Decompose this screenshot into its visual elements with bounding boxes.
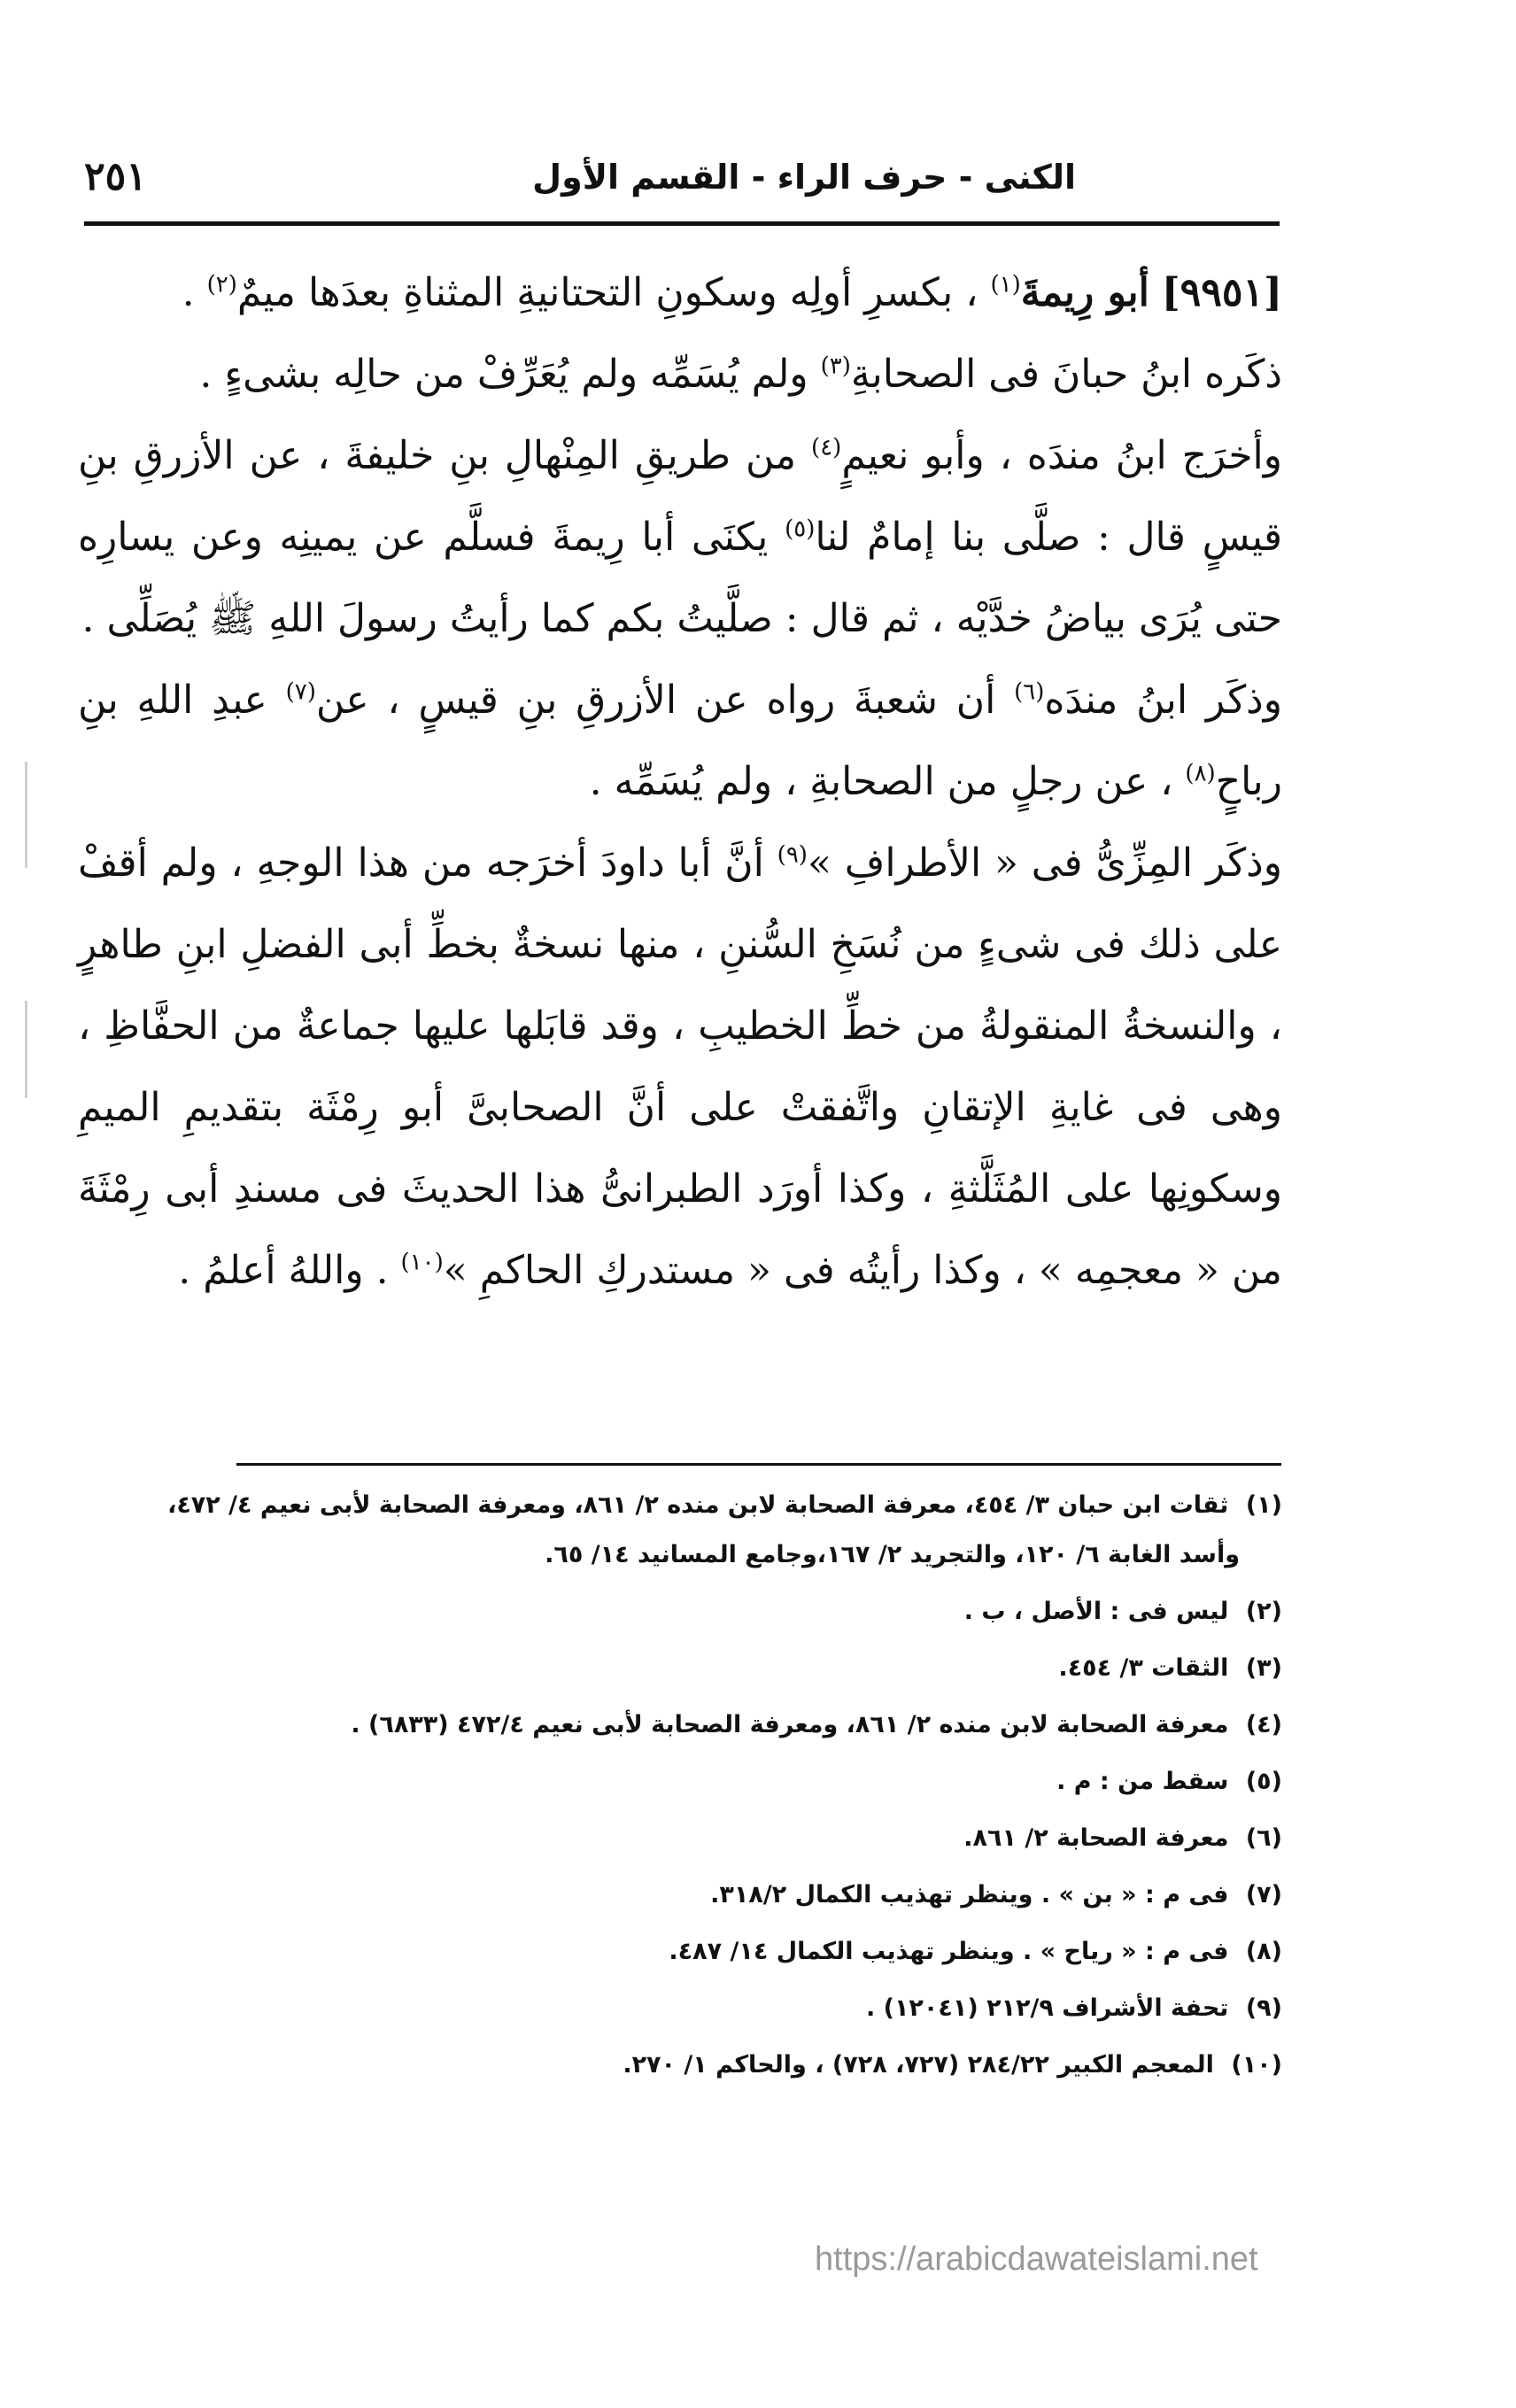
paragraph — [78, 823, 1282, 1312]
footnote-ref[interactable]: (١) — [990, 271, 1021, 298]
entry-name: أبو رِيمةَ — [1020, 270, 1149, 315]
footnote-continuation: وأسد الغابة ٦/ ١٢٠، والتجريد ٢/ ١٦٧،وجامع المسانيد ١٤/ ٦٥. — [545, 1541, 1240, 1568]
footnote-ref[interactable]: (٥) — [785, 515, 816, 543]
paragraph-text: وأخرَج ابنُ مندَه ، وأبو نعيمٍ — [841, 433, 1282, 478]
paragraph-text: ولم يُسَمِّه ولم يُعَرِّفْ من حالِه بشىءٍ . — [199, 352, 821, 397]
watermark-url: https://arabicdawateislami.net — [815, 2241, 1258, 2278]
footnote-item — [78, 2040, 1282, 2090]
footnote-number: (٦) — [1245, 1824, 1282, 1852]
footnote-number: (٥) — [1245, 1768, 1282, 1795]
footnote-text: سقط من : م . — [1056, 1768, 1229, 1795]
footnote-item — [78, 1927, 1282, 1977]
footnote-item — [78, 1481, 1282, 1580]
footnote-item — [78, 1700, 1282, 1750]
paragraph-text: عبدِ اللهِ بنِ رباحٍ — [78, 677, 1282, 804]
paragraph-text: . واللهُ أعلمُ . — [178, 1248, 401, 1293]
footnote-text: فى م : « بن » . وينظر تهذيب الكمال ٣١٨/٢. — [710, 1881, 1229, 1909]
footnote-item — [78, 1984, 1282, 2033]
footnote-number: (٩) — [1245, 1994, 1282, 2022]
paragraph-text: وذكَر المِزِّىُّ فى « الأطرافِ » — [807, 840, 1283, 886]
footnote-text: فى م : « رياح » . وينظر تهذيب الكمال ١٤/ ٤٨٧. — [669, 1938, 1229, 1965]
footnote-ref[interactable]: (١٠) — [400, 1249, 444, 1276]
footnote-text: تحفة الأشراف ٢١٢/٩ (١٢٠٤١) . — [865, 1994, 1229, 2022]
footnote-number: (٤) — [1245, 1711, 1282, 1738]
footnote-item — [78, 1757, 1282, 1807]
paragraph-text: أن شعبةَ رواه عن الأزرقِ بنِ قيسٍ ، عن — [315, 677, 1015, 723]
entry-end: . — [182, 270, 195, 315]
footnote-ref[interactable]: (٣) — [820, 352, 851, 380]
footnotes — [78, 1481, 1282, 2097]
main-text — [78, 252, 1282, 1312]
paragraph-text: ذكَره ابنُ حبانَ فى الصحابةِ — [850, 352, 1282, 397]
page-number: ٢٥١ — [84, 154, 147, 199]
footnote-item — [78, 1587, 1282, 1637]
paragraph — [78, 334, 1282, 415]
entry-description: ، بكسرِ أولِه وسكونِ التحتانيةِ المثناةِ بعدَها ميمٌ — [236, 270, 978, 315]
footnote-item — [78, 1644, 1282, 1693]
footnote-text: ثقات ابن حبان ٣/ ٤٥٤، معرفة الصحابة لابن منده ٢/ ٨٦١، ومعرفة الصحابة لأبى نعيم ٤/ ٤٧٢، — [167, 1491, 1229, 1519]
footnote-separator — [236, 1463, 1281, 1466]
footnote-number: (٨) — [1245, 1938, 1282, 1965]
footnote-ref[interactable]: (٩) — [777, 841, 808, 869]
margin-scratch-mark — [25, 762, 27, 868]
header-rule — [84, 221, 1280, 226]
footnote-ref[interactable]: (٢) — [206, 271, 237, 298]
footnote-ref[interactable]: (٨) — [1185, 760, 1216, 787]
footnote-number: (٣) — [1245, 1654, 1282, 1682]
paragraph-text: أنَّ أبا داودَ أخرَجه من هذا الوجهِ ، ولم أقفْ على ذلك فى شىءٍ من نُسَخِ السُّننِ ، منها نسخةٌ بخطِّ أبى الفضلِ ابنِ طاهرٍ ، والنسخةُ المنقولةُ من خطِّ الخطيبِ ، وقد قابَلها عليها جماعةٌ من الحفَّاظِ ، وهى فى غايةِ الإتقانِ واتَّفقتْ على أنَّ الصحابىَّ أبو رِمْثَة بتقديمِ الميمِ وسكونِها على المُثَلَّثةِ ، وكذا أورَد الطبرانىُّ هذا الحديثَ فى مسندِ أبى رِمْثَةَ من « معجمِه » ، وكذا رأيتُه فى « مستدركِ الحاكمِ » — [78, 840, 1282, 1293]
footnote-text: المعجم الكبير ٢٨٤/٢٢ (٧٢٧، ٧٢٨) ، والحاكم ١/ ٢٧٠. — [623, 2051, 1214, 2079]
margin-scratch-mark — [25, 1001, 27, 1098]
footnote-number: (١) — [1245, 1491, 1282, 1519]
paragraph-text: من طريقِ المِنْهالِ بنِ خليفةَ ، عن الأزرقِ بنِ قيسٍ قال : صلَّى بنا إمامٌ لنا — [78, 433, 1283, 560]
entry-heading-paragraph — [78, 252, 1282, 334]
footnote-text: معرفة الصحابة لابن منده ٢/ ٨٦١، ومعرفة الصحابة لأبى نعيم ٤٧٢/٤ (٦٨٣٣) . — [351, 1711, 1229, 1738]
footnote-item — [78, 1870, 1282, 1920]
footnote-ref[interactable]: (٤) — [811, 434, 842, 461]
paragraph-text: ، عن رجلٍ من الصحابةِ ، ولم يُسَمِّه . — [589, 759, 1186, 804]
footnote-number: (١٠) — [1231, 2051, 1282, 2079]
header-title: الكنى - حرف الراء - القسم الأول — [532, 158, 1076, 197]
paragraph-text: يكنَى أبا رِيمةَ فسلَّم عن يمينِه وعن يسارِه حتى يُرَى بياضُ خدَّيْه ، ثم قال : صلَّيتُ بكم كما رأيتُ رسولَ اللهِ ﷺ يُصَلِّى . — [78, 515, 1282, 641]
footnote-ref[interactable]: (٧) — [285, 678, 316, 706]
footnote-number: (٧) — [1245, 1881, 1282, 1909]
footnote-text: ليس فى : الأصل ، ب . — [963, 1598, 1229, 1625]
paragraph — [78, 415, 1282, 660]
footnote-text: معرفة الصحابة ٢/ ٨٦١. — [963, 1824, 1229, 1852]
footnote-number: (٢) — [1245, 1598, 1282, 1625]
footnote-text: الثقات ٣/ ٤٥٤. — [1058, 1654, 1229, 1682]
footnote-ref[interactable]: (٦) — [1014, 678, 1045, 706]
footnote-item — [78, 1814, 1282, 1863]
running-header — [84, 151, 1280, 213]
paragraph — [78, 660, 1282, 823]
paragraph-text: وذكَر ابنُ مندَه — [1044, 677, 1282, 723]
entry-number: [٩٩٥١] — [1161, 270, 1282, 315]
